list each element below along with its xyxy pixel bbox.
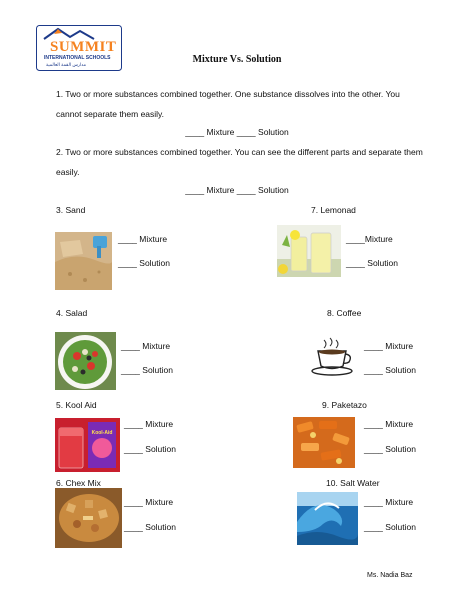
item-lemonade-label: 7. Lemonad xyxy=(311,205,356,215)
salt-water-solution-option[interactable]: ____ Solution xyxy=(364,522,416,532)
page-title: Mixture Vs. Solution xyxy=(192,54,282,65)
salad-mixture-option[interactable]: ____ Mixture xyxy=(121,341,171,351)
item-chex-mix-label: 6. Chex Mix xyxy=(56,478,101,488)
logo-arabic-text: مدارس القمة العالمية xyxy=(46,62,87,67)
logo-wordmark: SUMMIT xyxy=(50,39,117,55)
chex-mix-image xyxy=(55,488,122,548)
sand-mixture-option[interactable]: ____ Mixture xyxy=(118,234,168,244)
lemonade-image xyxy=(277,225,341,277)
item-paketazo-label: 9. Paketazo xyxy=(322,400,367,410)
kool-aid-image xyxy=(55,418,120,472)
item-kool-aid-label: 5. Kool Aid xyxy=(56,400,97,410)
question-2-choices[interactable]: ____ Mixture ____ Solution xyxy=(185,185,289,195)
coffee-solution-option[interactable]: ____ Solution xyxy=(364,365,416,375)
logo-subtitle: INTERNATIONAL SCHOOLS xyxy=(44,55,111,61)
item-coffee-label: 8. Coffee xyxy=(327,308,362,318)
lemonade-mixture-option[interactable]: ____Mixture xyxy=(346,234,393,244)
paketazo-image xyxy=(293,417,355,468)
question-2-text: 2. Two or more substances combined together. You can see the different parts and separate them easily. xyxy=(56,147,423,177)
kool-aid-solution-option[interactable]: ____ Solution xyxy=(124,444,176,454)
salt-water-image xyxy=(297,492,358,545)
coffee-cup-image xyxy=(308,336,356,378)
teacher-name: Ms. Nadia Baz xyxy=(367,572,413,579)
kool-aid-mixture-option[interactable]: ____ Mixture xyxy=(124,419,174,429)
sand-solution-option[interactable]: ____ Solution xyxy=(118,258,170,268)
salad-solution-option[interactable]: ____ Solution xyxy=(121,365,173,375)
chex-mix-solution-option[interactable]: ____ Solution xyxy=(124,522,176,532)
item-sand-label: 3. Sand xyxy=(56,205,86,215)
question-1-choices[interactable]: ____ Mixture ____ Solution xyxy=(185,127,289,137)
coffee-mixture-option[interactable]: ____ Mixture xyxy=(364,341,414,351)
paketazo-mixture-option[interactable]: ____ Mixture xyxy=(364,419,414,429)
sand-image xyxy=(55,232,112,290)
item-salad-label: 4. Salad xyxy=(56,308,88,318)
lemonade-solution-option[interactable]: ____ Solution xyxy=(346,258,398,268)
salad-image xyxy=(55,332,116,390)
salt-water-mixture-option[interactable]: ____ Mixture xyxy=(364,497,414,507)
question-1-text: 1. Two or more substances combined together. One substance dissolves into the other. You cannot separate them easily. xyxy=(56,89,400,119)
item-salt-water-label: 10. Salt Water xyxy=(326,478,380,488)
paketazo-solution-option[interactable]: ____ Solution xyxy=(364,444,416,454)
chex-mix-mixture-option[interactable]: ____ Mixture xyxy=(124,497,174,507)
kool-aid-pack-text: Kool-Aid xyxy=(91,430,113,436)
